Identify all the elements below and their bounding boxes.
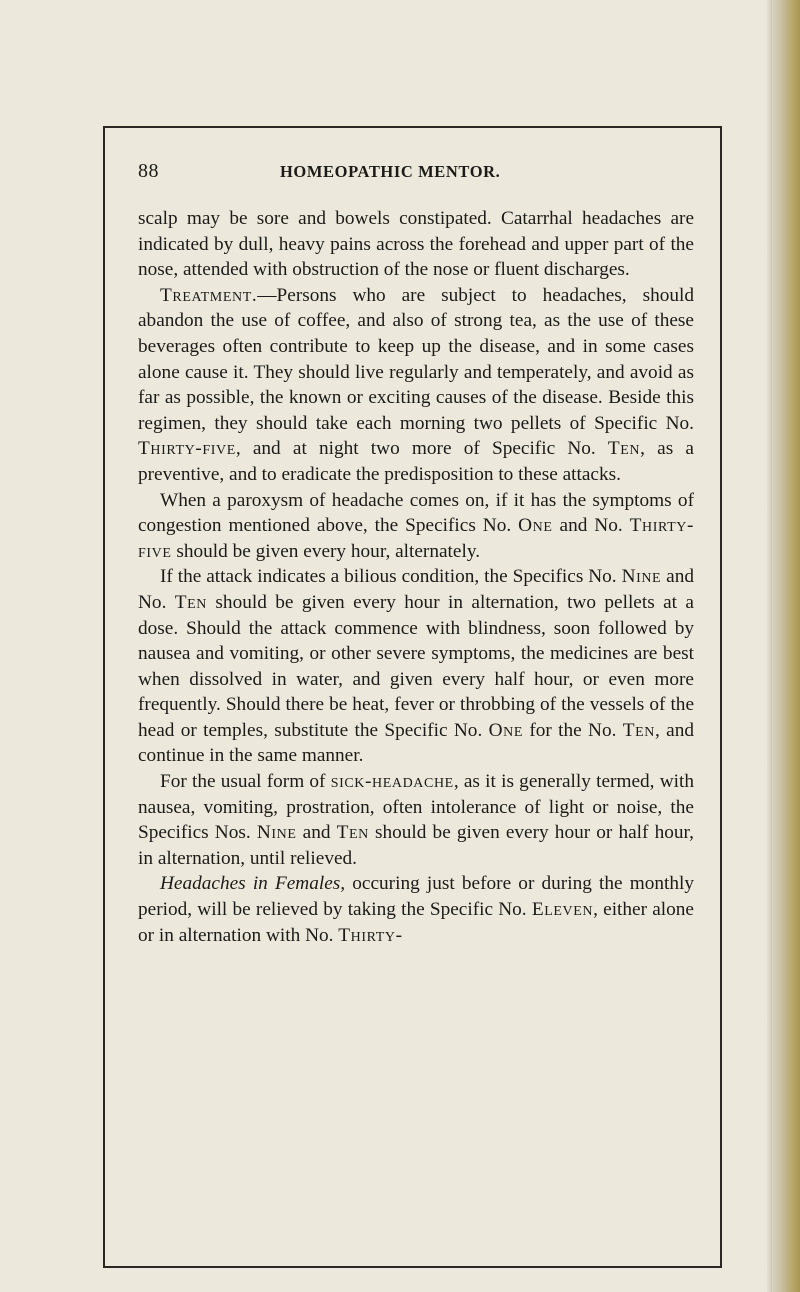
paragraph-5-text-d: should be given every hour or half hour, in alternation, until relieved. xyxy=(138,822,694,869)
specific-eleven: Eleven xyxy=(531,899,594,921)
paragraph-6-text-b: , either alone or in alternation with No. xyxy=(138,899,694,946)
specific-nine: Nine xyxy=(621,566,662,588)
page-edge xyxy=(772,0,800,1292)
specific-ten: Ten xyxy=(622,719,655,741)
paragraph-5-text-b: , as it is generally termed, with nausea, vomiting, prostration, often intolerance of light or noise, the Specifics Nos. xyxy=(138,771,694,844)
specific-ten: Ten xyxy=(607,438,641,460)
females-heading: Headaches in Females, xyxy=(160,873,346,895)
page-edge-shadow xyxy=(766,0,772,1292)
paragraph-4-text-c: should be given every hour in alternation, two pellets at a dose. Should the attack commence with blindness, soon followed by nausea and vomiting, or other severe symptoms, the medicines are best when dissolved in water, and given every half hour, or even more frequently. Should there be heat, fever or throbbing of the vessels of the head or temples, substitute the Specific No. xyxy=(138,591,694,741)
paragraph-3 xyxy=(138,488,694,565)
frame-left-rule xyxy=(103,126,105,1268)
paragraph-2-text-c: , as a preventive, and to eradicate the predisposition to these attacks. xyxy=(138,438,694,485)
paragraph-4-text-d: for the No. xyxy=(522,719,623,741)
paragraph-3-text-c: should be given every hour, alternately. xyxy=(171,540,481,562)
paragraph-6-text-a: occuring just before or during the monthly period, will be relieved by taking the Specific No. xyxy=(138,873,694,921)
running-head: HOMEOPATHIC MENTOR. xyxy=(280,162,501,181)
paragraph-4 xyxy=(138,564,694,769)
treatment-heading: Treatment. xyxy=(160,284,258,306)
paragraph-4-text-b: and No. xyxy=(138,566,694,613)
paragraph-4-text-a: If the attack indicates a bilious condition, the Specifics No. xyxy=(160,566,622,588)
specific-ten: Ten xyxy=(174,591,208,613)
body-text xyxy=(138,206,694,948)
frame-right-rule xyxy=(720,126,722,1268)
frame-top-rule xyxy=(103,126,722,128)
frame-bottom-rule xyxy=(103,1266,722,1268)
paragraph-2-text-a: —Persons who are subject to headaches, should abandon the use of coffee, and also of strong tea, as the use of these beverages often contribute to keep up the disease, and in some cases alone cause it. They should live regularly and temperately, and avoid as far as possible, the known or exciting causes of the disease. Beside this regimen, they should take each morning two pellets of Specific No. xyxy=(138,284,694,434)
specific-one: One xyxy=(518,515,553,537)
paragraph-1-text: scalp may be sore and bowels constipated. Catarrhal headaches are indicated by dull, heavy pains across the forehead and upper part of the nose, attended with obstruction of the nose or fluent discharges. xyxy=(138,208,694,281)
paragraph-3-text-a: When a paroxysm of headache comes on, if it has the symptoms of congestion mentioned above, the Specifics No. xyxy=(138,489,694,537)
specific-nine: Nine xyxy=(256,822,297,844)
page-number: 88 xyxy=(138,160,159,182)
paragraph-3-text-b: and No. xyxy=(552,515,630,537)
specific-one: One xyxy=(488,719,523,741)
paragraph-2-text-b: , and at night two more of Specific No. xyxy=(235,438,608,460)
paragraph-6 xyxy=(138,871,694,948)
paragraph-2 xyxy=(138,283,694,488)
page-header xyxy=(138,160,686,184)
paragraph-5-text-c: and xyxy=(296,822,337,844)
paragraph-1 xyxy=(138,206,694,283)
paragraph-5-text-a: For the usual form of xyxy=(160,771,331,793)
specific-thirty-five: Thirty-five xyxy=(138,515,694,562)
specific-thirty-five: Thirty-five xyxy=(138,438,236,460)
specific-ten: Ten xyxy=(336,822,369,844)
sick-headache-term: sick-headache xyxy=(330,771,454,793)
paragraph-5 xyxy=(138,769,694,871)
specific-thirty-continued: Thirty- xyxy=(338,924,403,946)
paragraph-4-text-e: , and continue in the same manner. xyxy=(138,719,694,767)
